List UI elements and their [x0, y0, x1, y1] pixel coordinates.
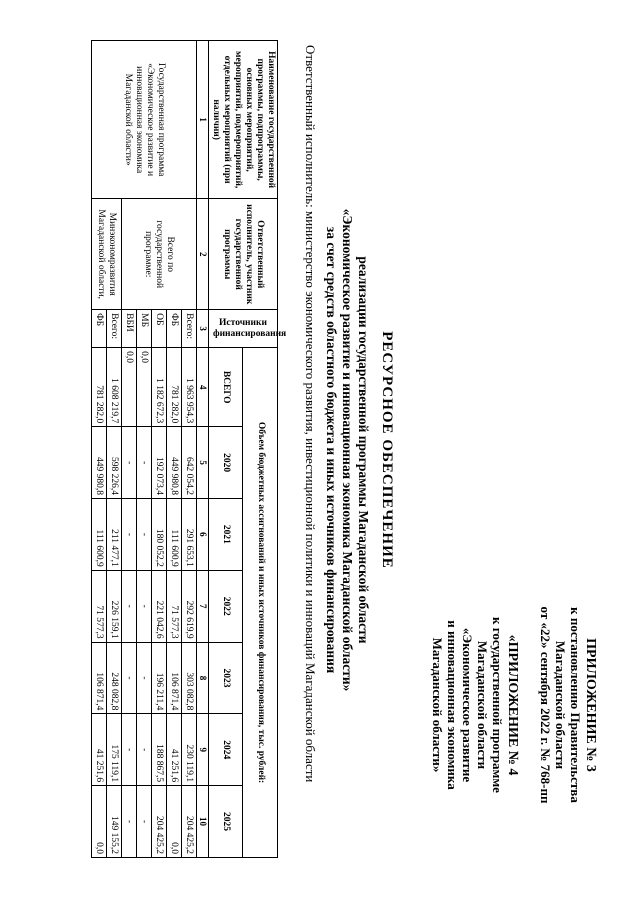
header-year: 2022: [209, 570, 244, 642]
title-line: «Экономическое развитие и инновационная экономика Магаданской области»: [340, 208, 355, 692]
value-cell: 211 477,1: [107, 499, 122, 571]
header-line: Магаданской области: [475, 640, 490, 770]
header-year: 2024: [209, 714, 244, 786]
value-cell: 0,0: [92, 786, 107, 858]
title-line: за счет средств областного бюджета и иных источников финансирования: [324, 226, 339, 674]
header-executor: Ответственный исполнитель, участник государственной программы: [209, 199, 278, 310]
value-cell: 0,0: [137, 348, 152, 427]
source-cell: МБ: [137, 310, 152, 348]
value-cell: 1 963 954,3: [182, 348, 197, 427]
value-cell: 449 980,8: [167, 427, 182, 499]
column-number: 5: [197, 427, 209, 499]
value-cell: -: [137, 570, 152, 642]
value-cell: 291 653,1: [182, 499, 197, 571]
source-cell: ОБ: [152, 310, 167, 348]
value-cell: 188 867,5: [152, 714, 167, 786]
source-cell: ВБИ: [122, 310, 137, 348]
column-number: 8: [197, 642, 209, 714]
value-cell: 41 251,6: [167, 714, 182, 786]
column-number: 10: [197, 786, 209, 858]
header-year: 2025: [209, 786, 244, 858]
header-line: и инновационная экономика: [445, 620, 460, 790]
value-cell: 196 211,4: [152, 642, 167, 714]
value-cell: -: [122, 786, 137, 858]
header-line: к государственной программе: [490, 617, 505, 793]
value-cell: 781 282,0: [167, 348, 182, 427]
value-cell: 1 182 672,3: [152, 348, 167, 427]
value-cell: 106 871,4: [167, 642, 182, 714]
header-year: 2021: [209, 499, 244, 571]
value-cell: 230 119,1: [182, 714, 197, 786]
value-cell: 0,0: [122, 348, 137, 427]
table-row: [182, 41, 197, 858]
column-number: 1: [197, 41, 209, 199]
value-cell: 41 251,6: [92, 714, 107, 786]
value-cell: -: [122, 714, 137, 786]
header-volume: Объем бюджетных ассигнований и иных источников финансирования, тыс. рублей:: [243, 348, 278, 858]
value-cell: 111 600,9: [167, 499, 182, 571]
header-line: «Экономическое развитие: [460, 627, 475, 783]
executor-total: Всего по государственной программе:: [122, 199, 197, 310]
header-line: к постановлению Правительства: [568, 607, 583, 803]
value-cell: 1 608 219,7: [107, 348, 122, 427]
value-cell: 192 073,4: [152, 427, 167, 499]
value-cell: 204 425,2: [152, 786, 167, 858]
resource-table: [91, 40, 287, 858]
header-line: Магаданской области: [553, 640, 568, 770]
value-cell: 175 119,1: [107, 714, 122, 786]
value-cell: 221 042,6: [152, 570, 167, 642]
column-number: 9: [197, 714, 209, 786]
value-cell: -: [122, 570, 137, 642]
appendix-number: ПРИЛОЖЕНИЕ № 3: [583, 638, 598, 772]
value-cell: -: [137, 786, 152, 858]
source-cell: ФБ: [167, 310, 182, 348]
appendix-header: [430, 555, 598, 855]
value-cell: 248 082,8: [107, 642, 122, 714]
column-number: 3: [197, 310, 209, 348]
header-line: Магаданской области»: [430, 637, 445, 773]
source-cell: ФБ: [92, 310, 107, 348]
value-cell: 180 052,2: [152, 499, 167, 571]
column-number: 7: [197, 570, 209, 642]
value-cell: -: [137, 427, 152, 499]
title-line: реализации государственной программы Магаданской области: [356, 256, 371, 644]
source-cell: Всего:: [182, 310, 197, 348]
column-number: 4: [197, 348, 209, 427]
value-cell: -: [122, 427, 137, 499]
value-cell: 781 282,0: [92, 348, 107, 427]
value-cell: 226 159,1: [107, 570, 122, 642]
value-cell: -: [137, 714, 152, 786]
resolution-date: от «22» сентября 2022 г. № 768-пп: [538, 606, 553, 804]
value-cell: 292 619,9: [182, 570, 197, 642]
title-main: РЕСУРСНОЕ ОБЕСПЕЧЕНИЕ: [379, 331, 395, 569]
value-cell: 149 155,2: [107, 786, 122, 858]
value-cell: 642 054,2: [182, 427, 197, 499]
value-cell: -: [122, 499, 137, 571]
column-numbers-row: [197, 41, 209, 858]
value-cell: -: [137, 642, 152, 714]
value-cell: 598 226,4: [107, 427, 122, 499]
value-cell: 71 577,3: [167, 570, 182, 642]
executor-ministry: Минэкономразвития Магаданской области,: [92, 199, 122, 310]
value-cell: 71 577,3: [92, 570, 107, 642]
document-title: [323, 100, 395, 800]
value-cell: 106 871,4: [92, 642, 107, 714]
header-source: Источники финансирования: [209, 310, 278, 348]
header-year: 2023: [209, 642, 244, 714]
header-year: 2020: [209, 427, 244, 499]
value-cell: -: [137, 499, 152, 571]
value-cell: 449 980,8: [92, 427, 107, 499]
source-cell: Всего:: [107, 310, 122, 348]
value-cell: 303 082,8: [182, 642, 197, 714]
header-name: Наименование государственной программы, подпрограммы, основных мероприятий, мероприятий, подмероприятий, отдельных мероприятий (при наличии): [209, 41, 278, 199]
program-name: Государственная программа «Экономическое развитие и инновационная экономика Магаданской области»: [92, 41, 197, 199]
column-number: 2: [197, 199, 209, 310]
appendix-number-2: «ПРИЛОЖЕНИЕ № 4: [505, 634, 520, 776]
column-number: 6: [197, 499, 209, 571]
value-cell: 0,0: [167, 786, 182, 858]
value-cell: 111 600,9: [92, 499, 107, 571]
value-cell: -: [122, 642, 137, 714]
value-cell: 204 425,2: [182, 786, 197, 858]
header-total: ВСЕГО: [209, 348, 244, 427]
responsible-executor: Ответственный исполнитель: министерство экономического развития, инвестиционной политики и инноваций Магаданской области: [303, 45, 318, 783]
